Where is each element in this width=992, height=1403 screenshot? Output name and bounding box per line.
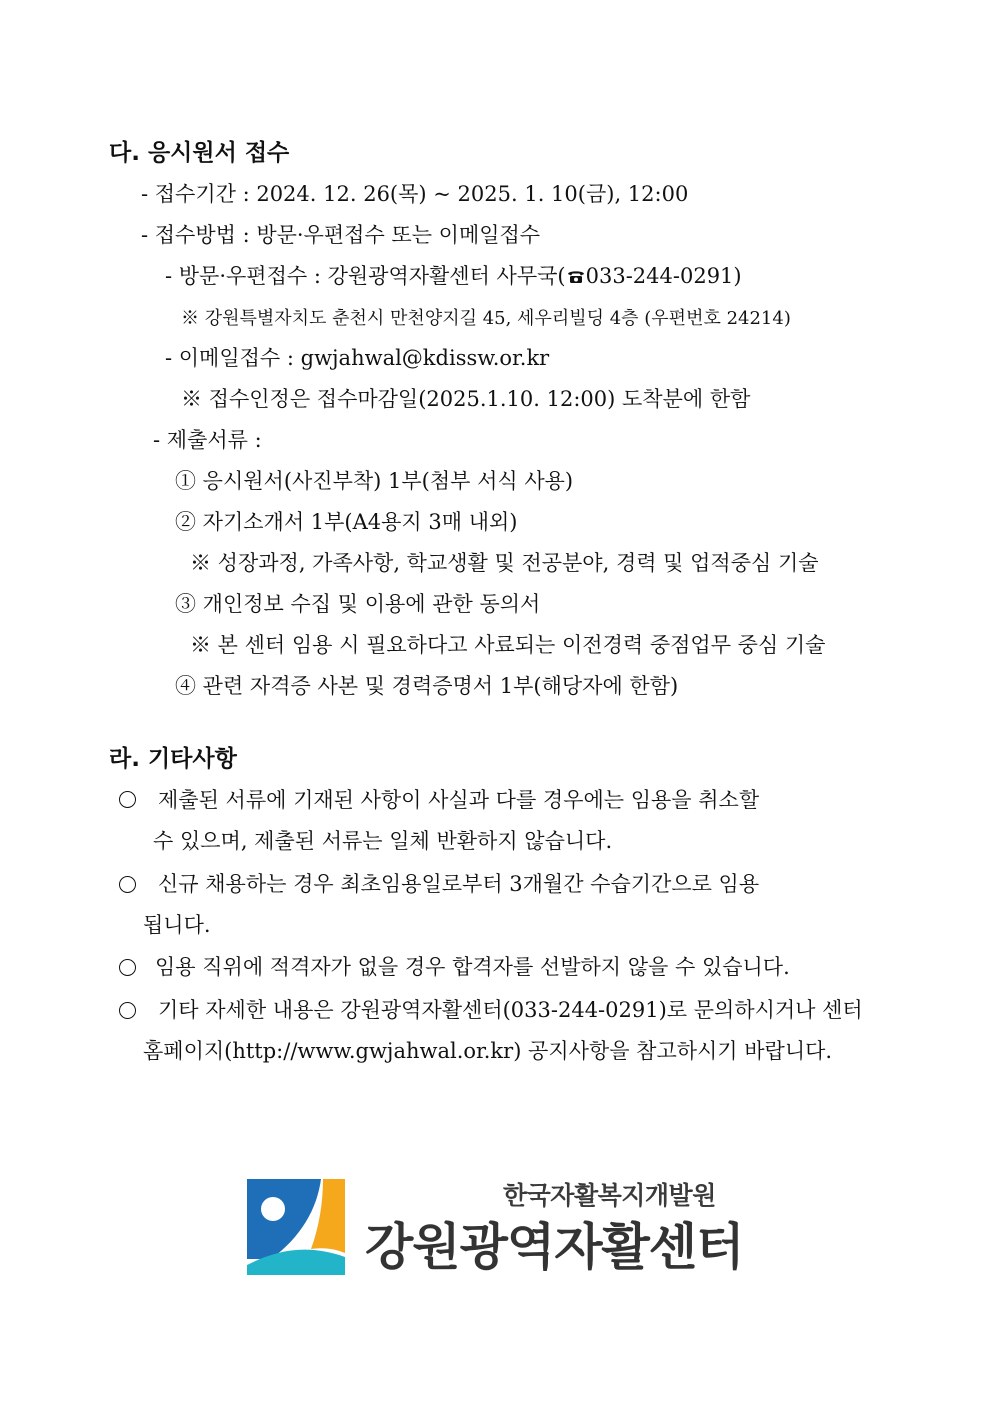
visit-mail-label: - 방문·우편접수 : 강원광역자활센터 사무국( xyxy=(165,264,566,288)
other-item-2-line-1: 신규 채용하는 경우 최초임용일로부터 3개월간 수습기간으로 임용 xyxy=(158,872,760,896)
circle-bullet-icon xyxy=(119,959,136,976)
document-item-3: ③ 개인정보 수집 및 이용에 관한 동의서 xyxy=(175,592,541,616)
other-item-1-line-2: 수 있으며, 제출된 서류는 일체 반환하지 않습니다. xyxy=(153,829,613,853)
telephone-icon xyxy=(566,268,586,284)
visit-phone: 033-244-0291) xyxy=(585,264,742,288)
document-item-2: ② 자기소개서 1부(A4용지 3매 내외) xyxy=(175,510,518,534)
document-item-1: ① 응시원서(사진부착) 1부(첨부 서식 사용) xyxy=(175,469,574,493)
circle-bullet-icon xyxy=(119,791,136,808)
section-heading-other: 라. 기타사항 xyxy=(109,746,237,772)
documents-title: - 제출서류 : xyxy=(153,428,262,452)
other-item-1-text: 제출된 서류에 기재된 사항이 사실과 다를 경우에는 임용을 취소할 xyxy=(158,788,760,812)
other-item-4-line-2[interactable]: 홈페이지(http://www.gwjahwal.or.kr) 공지사항을 참고하시기 바랍니다. xyxy=(143,1039,833,1063)
address-note: ※ 강원특별자치도 춘천시 만천양지길 45, 세우리빌딩 4층 (우편번호 24214) xyxy=(181,308,791,329)
other-item-1-line-1 xyxy=(158,786,899,814)
circle-bullet-icon xyxy=(119,876,136,893)
other-item-4-line-1[interactable]: 기타 자세한 내용은 강원광역자활센터(033-244-0291)로 문의하시거나 센터 xyxy=(158,998,863,1022)
application-period: - 접수기간 : 2024. 12. 26(목) ~ 2025. 1. 10(금), 12:00 xyxy=(141,182,689,206)
center-logo-emblem xyxy=(247,1179,345,1275)
deadline-note: ※ 접수인정은 접수마감일(2025.1.10. 12:00) 도착분에 한함 xyxy=(181,387,751,411)
org-parent-name: 한국자활복지개발원 xyxy=(503,1181,716,1210)
visit-mail-submission xyxy=(165,262,742,290)
other-item-2-line-2: 됩니다. xyxy=(143,913,211,937)
section-heading-application: 다. 응시원서 접수 xyxy=(109,140,290,166)
email-submission[interactable]: - 이메일접수 : gwjahwal@kdissw.or.kr xyxy=(165,346,550,370)
other-item-3: 임용 직위에 적격자가 없을 경우 합격자를 선발하지 않을 수 있습니다. xyxy=(155,955,790,979)
application-method: - 접수방법 : 방문·우편접수 또는 이메일접수 xyxy=(141,223,541,247)
document-item-3-note: ※ 본 센터 임용 시 필요하다고 사료되는 이전경력 중점업무 중심 기술 xyxy=(190,633,826,657)
document-item-4: ④ 관련 자격증 사본 및 경력증명서 1부(해당자에 한함) xyxy=(175,674,679,698)
circle-bullet-icon xyxy=(119,1002,136,1019)
org-name: 강원광역자활센터 xyxy=(365,1218,744,1276)
document-item-2-note: ※ 성장과정, 가족사항, 학교생활 및 전공분야, 경력 및 업적중심 기술 xyxy=(190,551,819,575)
